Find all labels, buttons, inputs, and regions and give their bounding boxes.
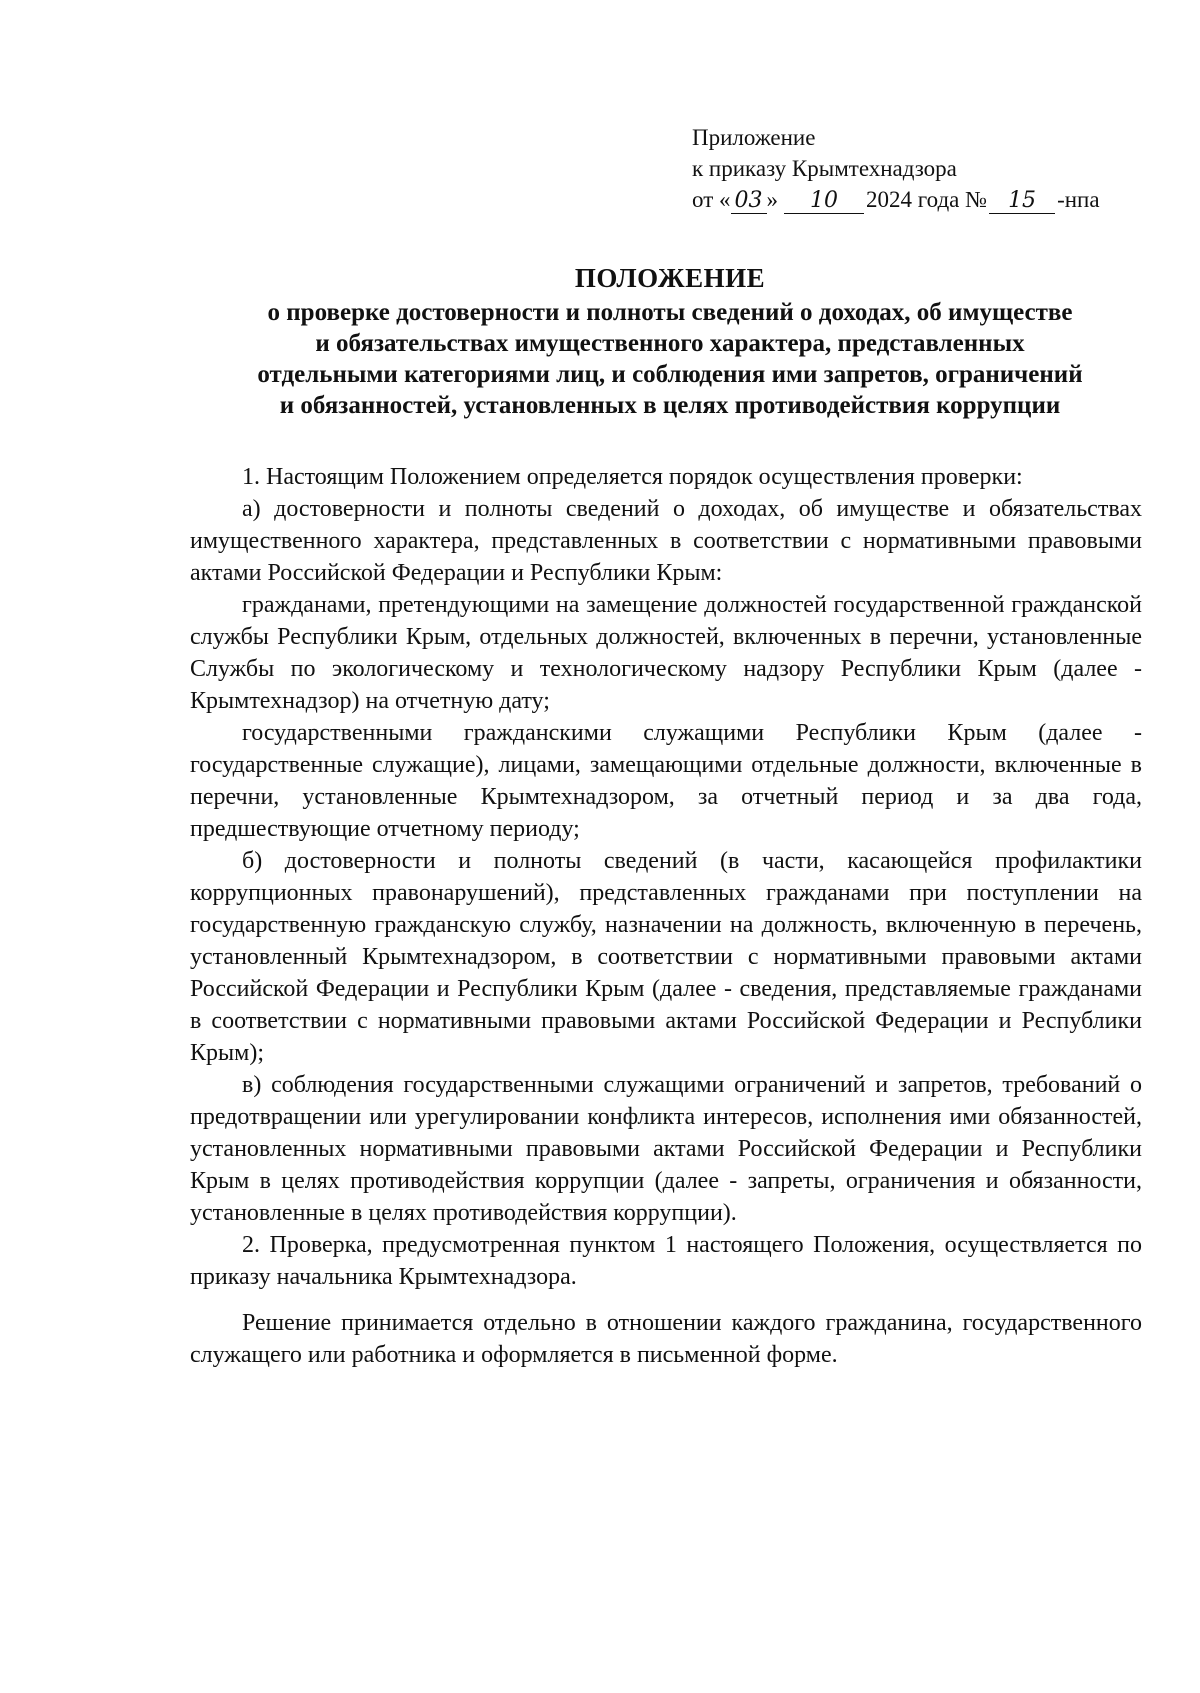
paragraph-1a: а) достоверности и полноты сведений о доходах, об имуществе и обязательствах имущественного характера, представленных в соответствии с нормативными правовыми актами Российской Федерации и Республики Крым:: [190, 496, 1142, 586]
appendix-order-ref: к приказу Крымтехнадзора: [692, 156, 957, 181]
date-prefix: от «: [692, 187, 731, 212]
subtitle-line: и обязательствах имущественного характера, представленных: [315, 330, 1025, 357]
subtitle-line: о проверке достоверности и полноты сведений о доходах, об имуществе: [267, 299, 1073, 326]
subtitle-line: отдельными категориями лиц, и соблюдения ими запретов, ограничений: [257, 361, 1083, 388]
handwritten-month: 10: [784, 189, 864, 214]
appendix-header: [692, 122, 1172, 215]
date-day-close: »: [766, 187, 778, 212]
document-title: ПОЛОЖЕНИЕ: [574, 263, 766, 293]
paragraph-civil-servants: государственными гражданскими служащими Республики Крым (далее - государственные служащие), лицами, замещающими отдельные должности, включенные в перечни, установленные Крымтехнадзором, за отчетный период и за два года, предшествующие отчетному периоду;: [190, 720, 1142, 842]
document-subtitle: [170, 297, 1170, 421]
paragraph-1v: в) соблюдения государственными служащими ограничений и запретов, требований о предотвращении или урегулировании конфликта интересов, исполнения ими обязанностей, установленных нормативными правовыми актами Российской Федерации и Республики Крым в целях противодействия коррупции (далее - запреты, ограничения и обязанности, установленные в целях противодействия коррупции).: [190, 1072, 1142, 1226]
paragraph-1b: б) достоверности и полноты сведений (в части, касающейся профилактики коррупционных правонарушений), представленных гражданами при поступлении на государственную гражданскую службу, назначении на должность, включенную в перечень, установленный Крымтехнадзором, в соответствии с нормативными правовыми актами Российской Федерации и Республики Крым (далее - сведения, представляемые гражданами в соответствии с нормативными правовыми актами Российской Федерации и Республики Крым);: [190, 848, 1142, 1066]
subtitle-line: и обязанностей, установленных в целях противодействия коррупции: [279, 392, 1061, 419]
paragraph-decision: Решение принимается отдельно в отношении каждого гражданина, государственного служащего или работника и оформляется в письменной форме.: [190, 1310, 1142, 1368]
paragraph-citizens: гражданами, претендующими на замещение должностей государственной гражданской службы Республики Крым, отдельных должностей, включенных в перечни, установленные Службы по экологическому и технологическому надзору Республики Крым (далее - Крымтехнадзор) на отчетную дату;: [190, 592, 1142, 714]
order-number-suffix: -нпа: [1057, 187, 1100, 212]
paragraph-1: 1. Настоящим Положением определяется порядок осуществления проверки:: [242, 464, 1023, 490]
date-year-text: 2024 года №: [866, 187, 988, 212]
appendix-label: Приложение: [692, 125, 816, 150]
handwritten-order-number: 15: [989, 189, 1055, 214]
document-body: [190, 461, 1142, 1371]
paragraph-2: 2. Проверка, предусмотренная пунктом 1 настоящего Положения, осуществляется по приказу начальника Крымтехнадзора.: [190, 1232, 1142, 1290]
handwritten-day: 03: [731, 189, 767, 214]
appendix-date-line: [692, 184, 1172, 215]
